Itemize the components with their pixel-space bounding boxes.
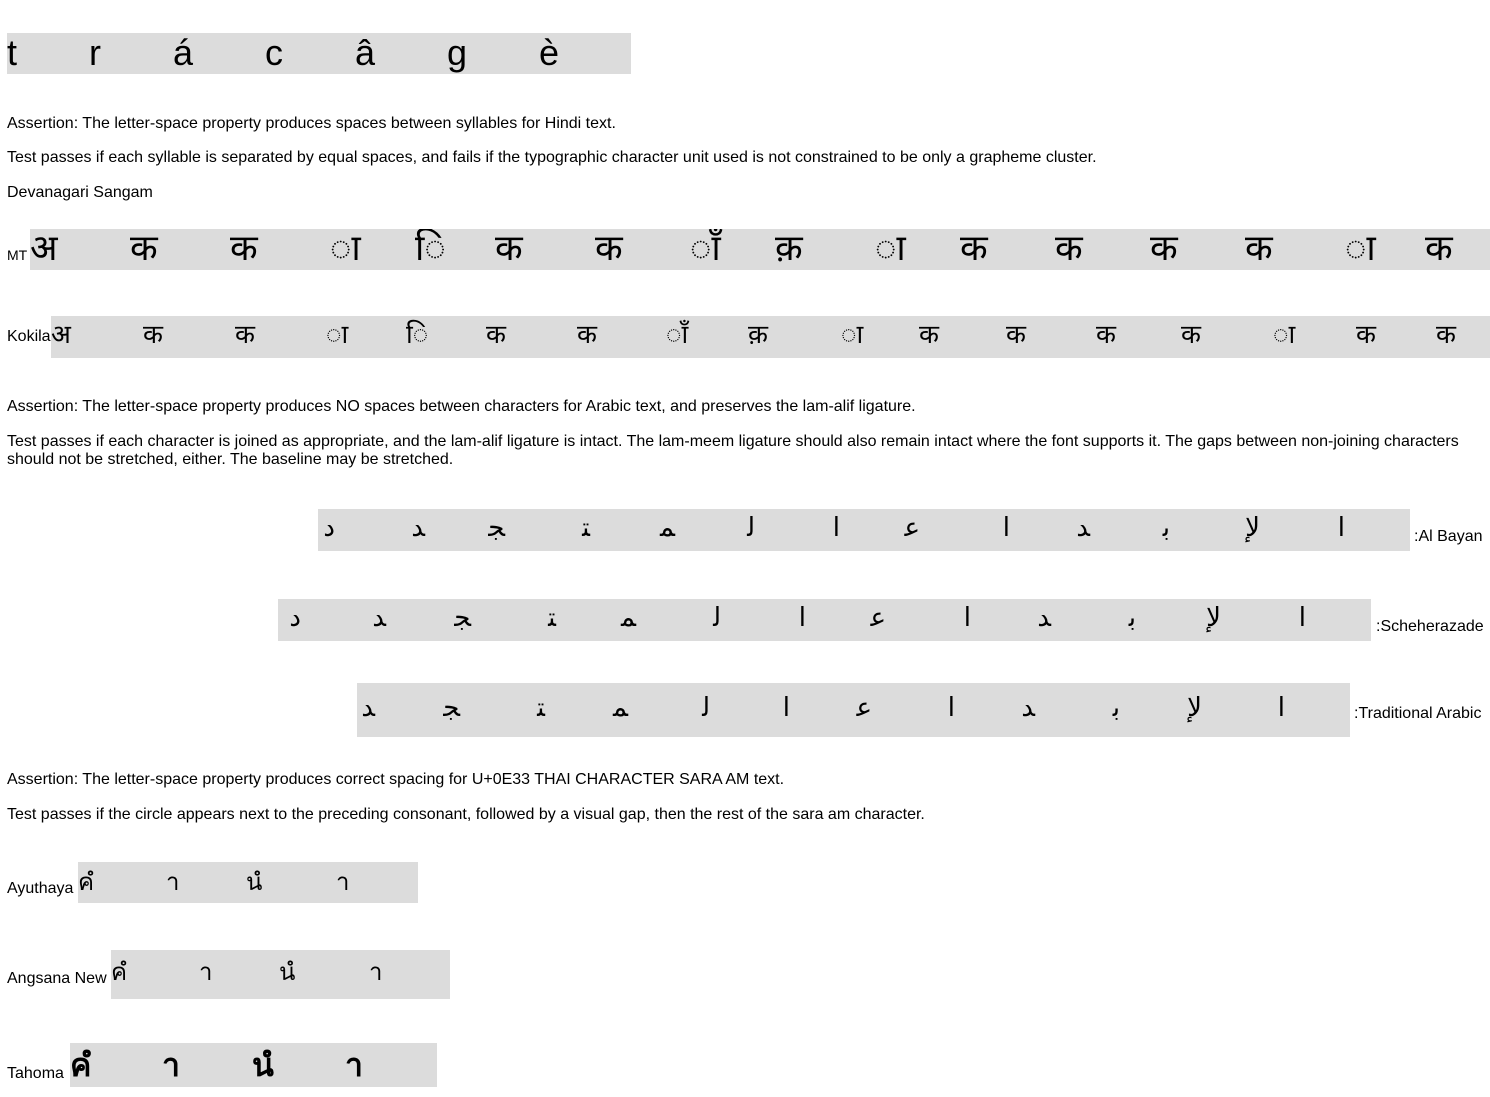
arabic-row3-glyph: ﺘ bbox=[537, 693, 545, 723]
hindi-row2-glyph: ा bbox=[841, 320, 864, 350]
arabic-row3-glyph: ا bbox=[947, 693, 955, 723]
thai-font3-label: Tahoma bbox=[7, 1065, 64, 1082]
hindi-row1-glyph: क bbox=[1245, 229, 1273, 269]
hindi-row2-glyph: क bbox=[1436, 320, 1456, 350]
hindi-row2-glyph: क bbox=[143, 320, 163, 350]
hindi-row2-glyph: क़ bbox=[748, 320, 768, 350]
hindi-row1-glyph: ा bbox=[875, 229, 906, 269]
latin-glyph: â bbox=[355, 33, 376, 73]
hindi-row1-glyph: क bbox=[595, 229, 623, 269]
thai-row3-glyph: คํ bbox=[70, 1046, 92, 1084]
arabic-font2-label: :Scheherazade bbox=[1376, 618, 1484, 635]
arabic-row1-glyph: ﺑ bbox=[1162, 513, 1170, 543]
latin-glyph: á bbox=[173, 33, 194, 73]
thai-row1-glyph: า bbox=[336, 868, 350, 896]
hindi-row2-glyph: क bbox=[1181, 320, 1201, 350]
arabic-sample-scheherazade bbox=[278, 599, 1371, 641]
arabic-row3-glyph: ﺠ bbox=[443, 693, 460, 723]
latin-glyph: t bbox=[7, 33, 18, 73]
arabic-row2-glyph: ا bbox=[798, 603, 806, 633]
arabic-row1-glyph: ﺘ bbox=[582, 513, 590, 543]
arabic-row2-glyph: ﺑ bbox=[1128, 603, 1136, 633]
arabic-row2-glyph: ﺪ bbox=[372, 603, 386, 633]
arabic-row1-glyph: ا bbox=[1002, 513, 1010, 543]
arabic-row2-glyph: ا bbox=[963, 603, 971, 633]
latin-glyph: r bbox=[89, 33, 101, 73]
arabic-row2-glyph: ﻋ bbox=[870, 603, 886, 633]
hindi-row2-glyph: क bbox=[577, 320, 597, 350]
arabic-row2-glyph: ﺘ bbox=[548, 603, 556, 633]
arabic-row3-glyph: لإ bbox=[1187, 693, 1202, 723]
hindi-row1-glyph: क bbox=[960, 229, 988, 269]
arabic-sample-traditional-arabic bbox=[357, 683, 1350, 737]
arabic-row3-glyph: ا bbox=[782, 693, 790, 723]
arabic-font1-label: :Al Bayan bbox=[1414, 528, 1483, 545]
arabic-row1-glyph: ﺪ bbox=[411, 513, 425, 543]
arabic-row1-glyph: ﺠ bbox=[488, 513, 505, 543]
thai-row2-glyph: คํ bbox=[111, 958, 128, 986]
latin-glyph: è bbox=[539, 33, 560, 73]
thai-font1-label: Ayuthaya bbox=[7, 880, 74, 897]
arabic-row3-glyph: ﺪ bbox=[1021, 693, 1035, 723]
arabic-row1-glyph: ا bbox=[1337, 513, 1345, 543]
arabic-row3-glyph: ﺪ bbox=[361, 693, 375, 723]
arabic-pass-criteria: Test passes if each character is joined as appropriate, and the lam-alif ligature is intact. The lam-meem ligature should also remain intact where the font supports it. The gaps between non-joining characters should not be stretched, either. The baseline may be stretched. bbox=[7, 433, 1459, 468]
arabic-row2-glyph: ﻤ bbox=[620, 603, 636, 633]
hindi-row1-glyph: क bbox=[130, 229, 158, 269]
arabic-row3-glyph: ﻟ bbox=[702, 693, 710, 723]
thai-sample-tahoma bbox=[70, 1043, 437, 1087]
hindi-row1-glyph: क bbox=[1055, 229, 1083, 269]
hindi-row2-glyph: क bbox=[486, 320, 506, 350]
thai-sample-ayuthaya bbox=[78, 862, 418, 903]
arabic-row2-glyph: ﺠ bbox=[454, 603, 471, 633]
thai-row3-glyph: า bbox=[162, 1046, 180, 1084]
arabic-row3-glyph: ﻤ bbox=[612, 693, 628, 723]
thai-row2-glyph: า bbox=[369, 958, 383, 986]
arabic-row2-glyph: ﺪ bbox=[1037, 603, 1051, 633]
hindi-row2-glyph: अ bbox=[51, 320, 71, 350]
hindi-row1-glyph: क bbox=[495, 229, 523, 269]
arabic-row1-glyph: ﻤ bbox=[659, 513, 675, 543]
thai-row3-glyph: นํ bbox=[252, 1046, 274, 1084]
arabic-row3-glyph: ﺑ bbox=[1112, 693, 1120, 723]
latin-glyph: g bbox=[447, 33, 468, 73]
arabic-row2-glyph: ا bbox=[1298, 603, 1306, 633]
hindi-sample-kokila bbox=[51, 316, 1490, 358]
arabic-row2-glyph: د bbox=[289, 603, 301, 633]
thai-row2-glyph: า bbox=[199, 958, 213, 986]
hindi-row1-glyph: क bbox=[230, 229, 258, 269]
arabic-row3-glyph: ﻋ bbox=[856, 693, 872, 723]
hindi-row1-glyph: ि bbox=[415, 229, 446, 269]
thai-font2-label: Angsana New bbox=[7, 970, 107, 987]
arabic-row3-glyph: ا bbox=[1277, 693, 1285, 723]
hindi-row1-glyph: क़ bbox=[775, 229, 803, 269]
thai-sample-angsana-new bbox=[111, 950, 450, 999]
hindi-row1-glyph: क bbox=[1150, 229, 1178, 269]
hindi-row1-glyph: ा bbox=[1345, 229, 1376, 269]
arabic-assertion: Assertion: The letter-space property produces NO spaces between characters for Arabic text, and preserves the lam-alif ligature. bbox=[7, 398, 916, 415]
hindi-row2-glyph: क bbox=[235, 320, 255, 350]
arabic-row1-glyph: د bbox=[323, 513, 335, 543]
arabic-row2-glyph: لإ bbox=[1206, 603, 1221, 633]
hindi-row2-glyph: ाँ bbox=[666, 320, 689, 350]
hindi-row1-glyph: अ bbox=[30, 229, 58, 269]
latin-glyph: c bbox=[265, 33, 283, 73]
arabic-row1-glyph: لإ bbox=[1245, 513, 1260, 543]
hindi-sample-devanagari-sangam bbox=[30, 229, 1490, 270]
thai-row3-glyph: า bbox=[345, 1046, 363, 1084]
hindi-row2-glyph: क bbox=[919, 320, 939, 350]
hindi-row2-glyph: क bbox=[1006, 320, 1026, 350]
hindi-font1-label: Devanagari Sangam bbox=[7, 184, 153, 201]
arabic-row1-glyph: ﻟ bbox=[747, 513, 755, 543]
arabic-row1-glyph: ﺪ bbox=[1076, 513, 1090, 543]
arabic-row1-glyph: ﻋ bbox=[904, 513, 920, 543]
hindi-font1-label-suffix: MT bbox=[7, 247, 28, 263]
hindi-assertion: Assertion: The letter-space property produces spaces between syllables for Hindi text. bbox=[7, 115, 616, 132]
thai-row1-glyph: นํ bbox=[246, 868, 263, 896]
hindi-row1-glyph: क bbox=[1425, 229, 1453, 269]
hindi-font2-label: Kokila bbox=[7, 328, 51, 345]
hindi-row2-glyph: ा bbox=[326, 320, 349, 350]
hindi-row2-glyph: क bbox=[1096, 320, 1116, 350]
arabic-font3-label: :Traditional Arabic bbox=[1354, 705, 1482, 722]
hindi-pass-criteria: Test passes if each syllable is separated by equal spaces, and fails if the typographic character unit used is not constrained to be only a grapheme cluster. bbox=[7, 149, 1097, 166]
thai-row2-glyph: นํ bbox=[279, 958, 296, 986]
latin-letterspacing-sample bbox=[7, 33, 631, 74]
arabic-row1-glyph: ا bbox=[832, 513, 840, 543]
thai-assertion: Assertion: The letter-space property produces correct spacing for U+0E33 THAI CHARACTER SARA AM text. bbox=[7, 771, 785, 788]
arabic-sample-al-bayan bbox=[318, 509, 1410, 551]
arabic-row2-glyph: ﻟ bbox=[713, 603, 721, 633]
hindi-row2-glyph: ा bbox=[1273, 320, 1296, 350]
thai-row1-glyph: า bbox=[166, 868, 180, 896]
hindi-row2-glyph: ि bbox=[406, 320, 429, 350]
thai-pass-criteria: Test passes if the circle appears next to the preceding consonant, followed by a visual gap, then the rest of the sara am character. bbox=[7, 806, 925, 823]
thai-row1-glyph: คํ bbox=[78, 868, 95, 896]
hindi-row1-glyph: ा bbox=[330, 229, 361, 269]
hindi-row1-glyph: ाँ bbox=[690, 229, 721, 269]
hindi-row2-glyph: क bbox=[1356, 320, 1376, 350]
